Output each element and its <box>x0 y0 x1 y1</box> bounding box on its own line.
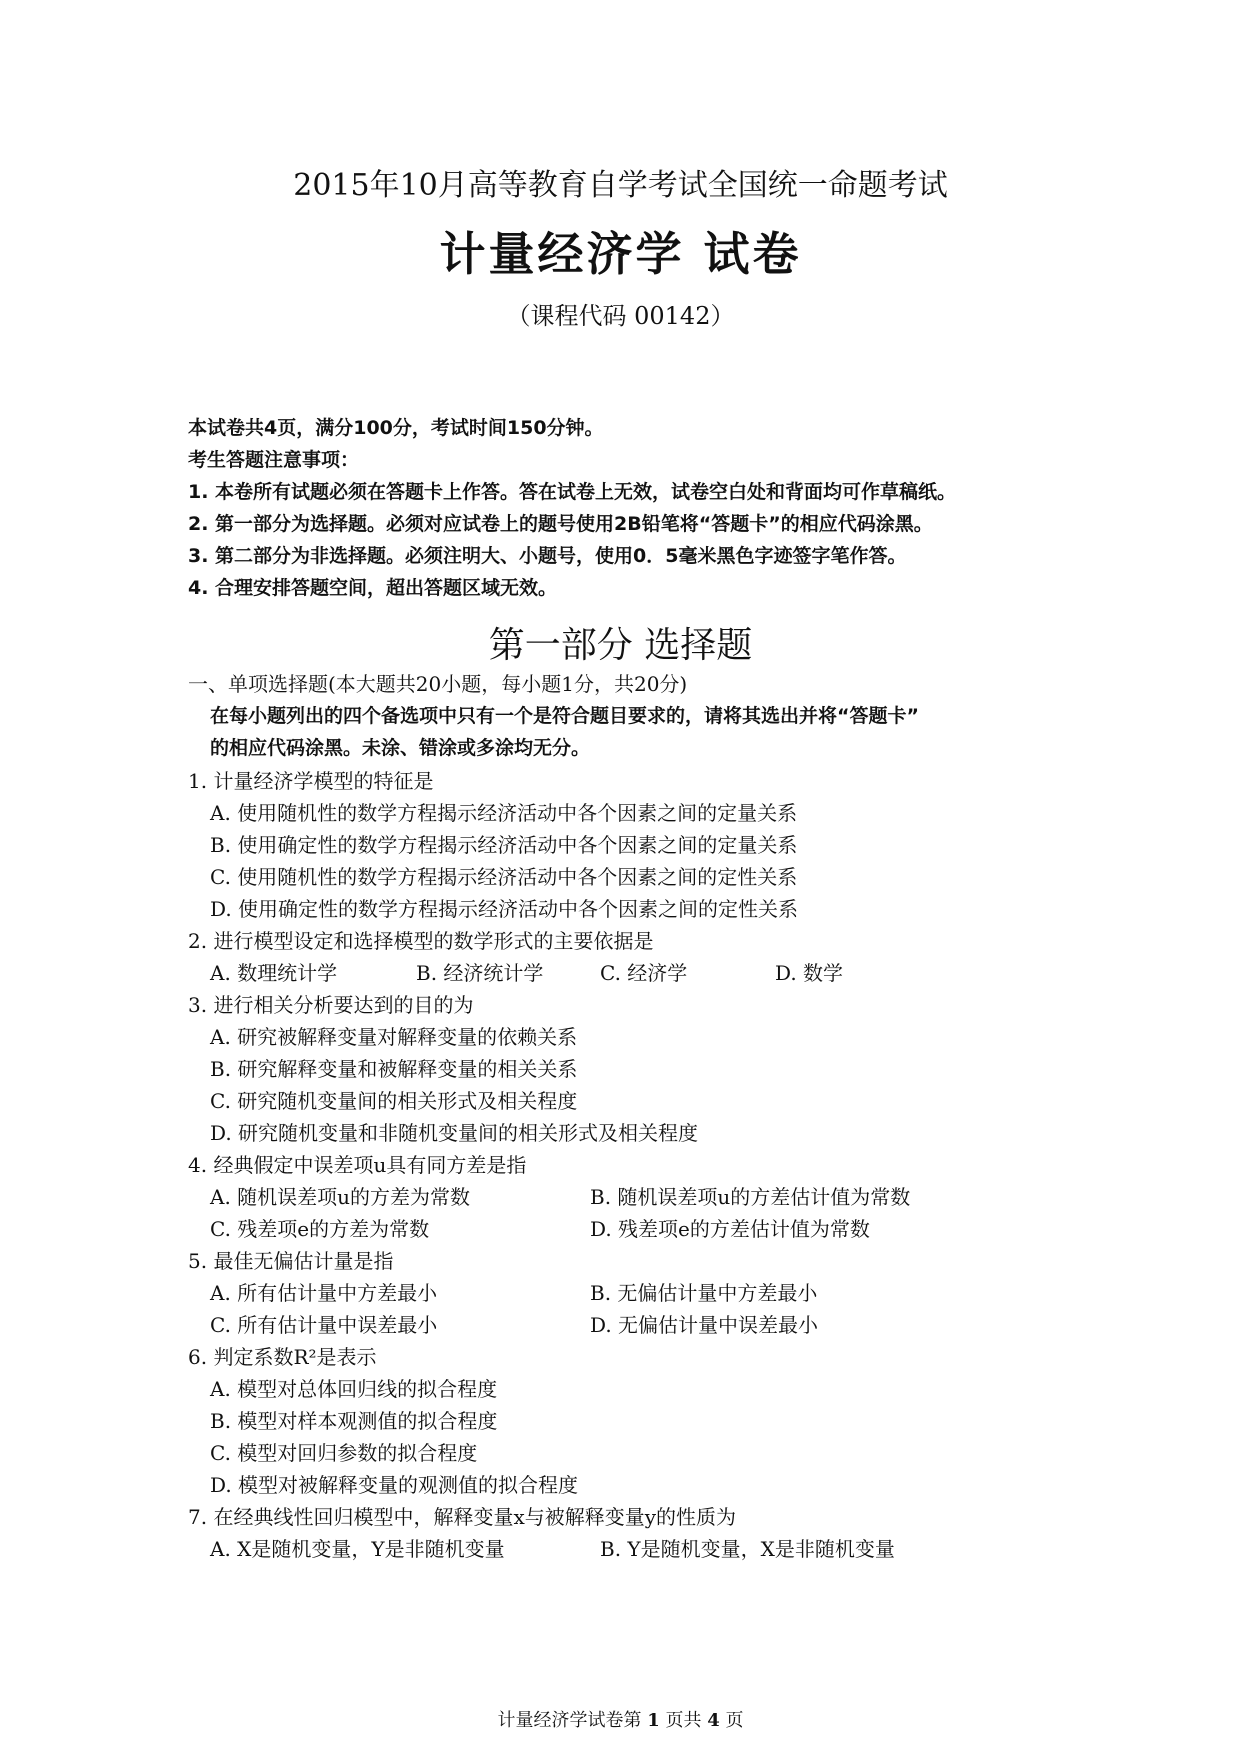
question-option: A. 研究被解释变量对解释变量的依赖关系 <box>210 1025 578 1049</box>
section-heading: 一、单项选择题(本大题共20小题，每小题1分，共20分) <box>188 672 688 696</box>
notice-item-4: 4. 合理安排答题空间，超出答题区域无效。 <box>188 577 558 599</box>
section-instruction-line-1: 在每小题列出的四个备选项中只有一个是符合题目要求的，请将其选出并将“答题卡” <box>210 705 919 727</box>
question-stem: 4. 经典假定中误差项u具有同方差是指 <box>188 1153 527 1177</box>
question-option: D. 数学 <box>775 961 844 985</box>
question-stem: 7. 在经典线性回归模型中，解释变量x与被解释变量y的性质为 <box>188 1505 737 1529</box>
question-option: B. 经济统计学 <box>416 961 544 985</box>
question-option: D. 模型对被解释变量的观测值的拟合程度 <box>210 1473 579 1497</box>
course-code: （课程代码 00142） <box>506 302 735 330</box>
question-option: D. 使用确定性的数学方程揭示经济活动中各个因素之间的定性关系 <box>210 897 799 921</box>
footer-total-pages: 4 <box>707 1710 720 1731</box>
question-option: A. 使用随机性的数学方程揭示经济活动中各个因素之间的定量关系 <box>210 801 798 825</box>
question-option: B. 无偏估计量中方差最小 <box>590 1281 818 1305</box>
question-option: C. 所有估计量中误差最小 <box>210 1313 438 1337</box>
question-stem: 2. 进行模型设定和选择模型的数学形式的主要依据是 <box>188 929 654 953</box>
question-option: C. 研究随机变量间的相关形式及相关程度 <box>210 1089 578 1113</box>
notice-item-1: 1. 本卷所有试题必须在答题卡上作答。答在试卷上无效，试卷空白处和背面均可作草稿纸。 <box>188 481 957 503</box>
question-option: D. 残差项e的方差估计值为常数 <box>590 1217 870 1241</box>
question-option: C. 残差项e的方差为常数 <box>210 1217 430 1241</box>
question-option: B. Y是随机变量，X是非随机变量 <box>600 1537 895 1561</box>
question-option: C. 模型对回归参数的拟合程度 <box>210 1441 478 1465</box>
footer-prefix: 计量经济学试卷第 <box>497 1710 642 1731</box>
question-stem: 1. 计量经济学模型的特征是 <box>188 769 434 793</box>
footer-middle: 页共 <box>665 1710 702 1731</box>
footer-suffix: 页 <box>725 1710 744 1731</box>
question-stem: 6. 判定系数R²是表示 <box>188 1345 377 1369</box>
question-option: B. 随机误差项u的方差估计值为常数 <box>590 1185 911 1209</box>
question-option: A. 模型对总体回归线的拟合程度 <box>210 1377 498 1401</box>
question-option: C. 经济学 <box>600 961 688 985</box>
part-title: 第一部分 选择题 <box>488 625 753 666</box>
question-option: A. 随机误差项u的方差为常数 <box>210 1185 471 1209</box>
question-stem: 5. 最佳无偏估计量是指 <box>188 1249 394 1273</box>
notice-item-3: 3. 第二部分为非选择题。必须注明大、小题号，使用0．5毫米黑色字迹签字笔作答。 <box>188 545 907 567</box>
question-option: B. 研究解释变量和被解释变量的相关关系 <box>210 1057 578 1081</box>
question-option: D. 无偏估计量中误差最小 <box>590 1313 819 1337</box>
page-footer <box>0 1706 1241 1732</box>
question-option: B. 使用确定性的数学方程揭示经济活动中各个因素之间的定量关系 <box>210 833 798 857</box>
paper-title: 计量经济学 试卷 <box>439 227 802 281</box>
question-stem: 3. 进行相关分析要达到的目的为 <box>188 993 474 1017</box>
section-instruction-line-2: 的相应代码涂黑。未涂、错涂或多涂均无分。 <box>210 737 591 759</box>
question-option: A. 数理统计学 <box>210 961 338 985</box>
question-option: C. 使用随机性的数学方程揭示经济活动中各个因素之间的定性关系 <box>210 865 798 889</box>
question-option: B. 模型对样本观测值的拟合程度 <box>210 1409 498 1433</box>
footer-page-number: 1 <box>647 1710 660 1731</box>
notice-summary: 本试卷共4页，满分100分，考试时间150分钟。 <box>188 417 604 439</box>
question-option: D. 研究随机变量和非随机变量间的相关形式及相关程度 <box>210 1121 699 1145</box>
question-option: A. 所有估计量中方差最小 <box>210 1281 438 1305</box>
exam-title: 2015年10月高等教育自学考试全国统一命题考试 <box>293 168 948 203</box>
question-option: A. X是随机变量，Y是非随机变量 <box>210 1537 505 1561</box>
notice-heading: 考生答题注意事项： <box>188 449 360 471</box>
notice-item-2: 2. 第一部分为选择题。必须对应试卷上的题号使用2B铅笔将“答题卡”的相应代码涂黑。 <box>188 513 933 535</box>
